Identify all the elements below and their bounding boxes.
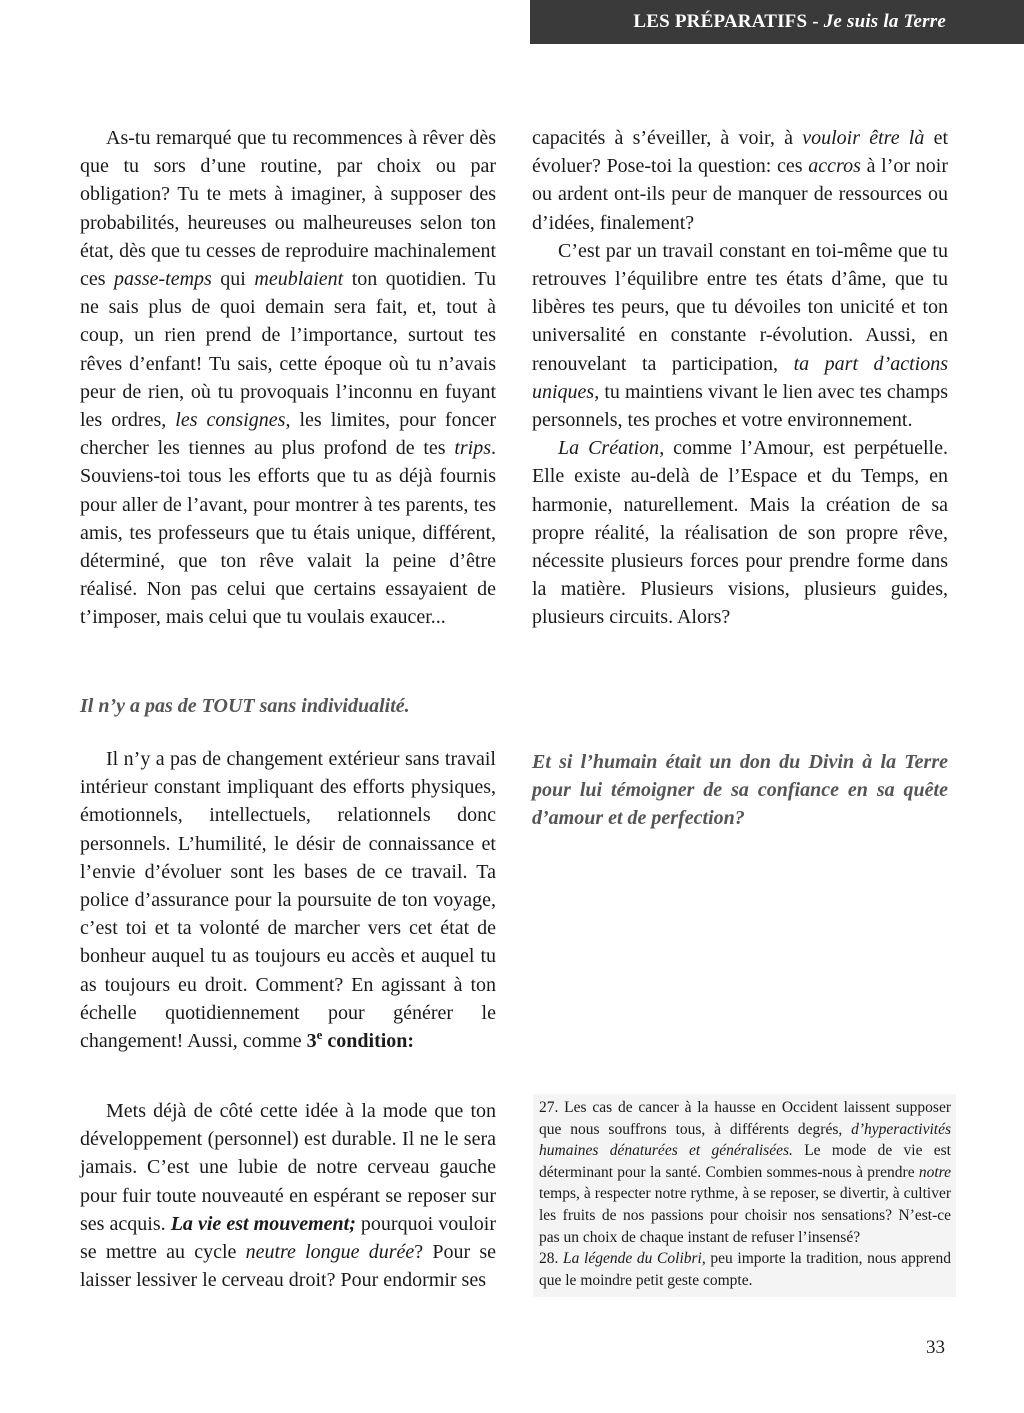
text: ton quotidien. Tu ne sais plus de quoi demain sera fait, et, tout à coup, un rien prend de l’importance, surtout tes rêves d’enfant! Tu sais, cette époque où tu n’avais peur de rien, où tu provoquais l’inconnu en fuyant les ordres,: [80, 268, 496, 432]
section-heading-individualite: Il n’y a pas de TOUT sans individualité.: [80, 695, 410, 717]
right-paragraph-2: C’est par un travail constant en toi-même que tu retrouves l’équilibre entre tes états d’âme, que tu libères tes peurs, que tu dévoiles ton unicité et ton universalité en constante r-évolution. Aussi, en renouvelant ta participation, ta part d’actions uniques, tu maintiens vivant le lien avec tes champs personnels, tes proches et votre environnement.: [532, 239, 948, 432]
footnotes-box: [533, 1094, 956, 1297]
italic-text: meublaient: [254, 268, 344, 291]
text: Mets déjà de côté cette idée à la mode que ton développement (personnel) est durable. Il ne le sera jamais. C’est une lubie de notre cerveau gauche pour fuir toute nouveauté en espérant se reposer sur ses acquis.: [80, 1100, 496, 1235]
header-section: LES PRÉPARATIFS: [633, 11, 808, 32]
section-heading-question: Et si l’humain était un don du Divin à la Terre pour lui témoigner de sa confiance en sa quête d’amour et de perfection?: [532, 751, 948, 829]
text: qui: [211, 268, 255, 291]
italic-text: trips: [454, 437, 491, 460]
right-paragraph-3: La Création, comme l’Amour, est perpétuelle. Elle existe au-delà de l’Espace et du Temps, en harmonie, naturellement. Mais la création de sa propre réalité, la réalisation de son propre rêve, nécessite plusieurs forces pour prendre forme dans la matière. Plusieurs visions, plusieurs guides, plusieurs circuits. Alors?: [532, 437, 948, 629]
left-paragraph-3: [80, 1097, 496, 1294]
italic-text: les consignes: [175, 409, 286, 432]
header-separator: -: [807, 11, 824, 32]
italic-text: passe-temps: [114, 268, 212, 291]
header-subtitle: Je suis la Terre: [823, 11, 946, 32]
condition-label: 3e condition:: [306, 1027, 415, 1053]
running-header: [530, 0, 1024, 44]
footnote-27: 27. Les cas de cancer à la hausse en Occident laissent supposer que nous souffrons tous, à différents degrés, d’hyperactivités humaines dénaturées et généralisées. Le mode de vie est déterminant pour la santé. Combien sommes-nous à prendre notre temps, à respecter notre rythme, à se reposer, se divertir, à cultiver les fruits de nos passions pour choisir nos sensations? N’est-ce pas un choix de chaque instant de refuser l’insensé?: [539, 1099, 951, 1246]
page-number: 33: [926, 1337, 945, 1358]
right-column-text: [532, 124, 948, 632]
italic-text: neutre longue durée: [245, 1241, 415, 1264]
bold-italic-text: La vie est mouvement;: [170, 1212, 356, 1235]
left-paragraph-2: [80, 745, 496, 1055]
text: Il n’y a pas de changement extérieur sans travail intérieur constant impliquant des efforts physiques, émotionnels, intellectuels, relationnels donc personnels. L’humilité, le désir de connaissance et l’envie d’évoluer sont les bases de ce travail. Ta police d’assurance pour la poursuite de ton voyage, c’est toi et ta volonté de marcher vers cet état de bonheur auquel tu as toujours eu accès et auquel tu as toujours eu droit. Comment? En agissant à ton échelle quotidiennement pour générer le changement! Aussi, comme: [80, 748, 496, 1053]
left-paragraph-1: [80, 124, 496, 632]
text: ? Pour se laisser lessiver le cerveau droit? Pour endormir ses: [80, 1241, 496, 1292]
right-paragraph-1: capacités à s’éveiller, à voir, à vouloir être là et évoluer? Pose-toi la question: ces accros à l’or noir ou ardent ont-ils peur de manquer de ressources ou d’idées, finalement?: [532, 127, 949, 234]
text: . Souviens-toi tous les efforts que tu as déjà fournis pour aller de l’avant, pour montrer à tes parents, tes amis, tes professeurs que tu étais unique, différent, déterminé, que ton rêve valait la peine d’être réalisé. Non pas celui que certains essayaient de t’imposer, mais celui que tu voulais exaucer...: [80, 437, 496, 629]
text: As-tu remarqué que tu recommences à rêver dès que tu sors d’une routine, par choix ou par obligation? Tu te mets à imaginer, à supposer des probabilités, heureuses ou malheureuses selon ton état, dès que tu cesses de reproduire machinalement ces: [80, 127, 496, 291]
text: pourquoi vouloir se mettre au cycle: [80, 1212, 496, 1264]
text: , les limites, pour foncer chercher les tiennes au plus profond de tes: [80, 409, 497, 460]
footnote-28: 28. La légende du Colibri, peu importe la tradition, nous apprend que le moindre petit geste compte.: [539, 1250, 951, 1289]
